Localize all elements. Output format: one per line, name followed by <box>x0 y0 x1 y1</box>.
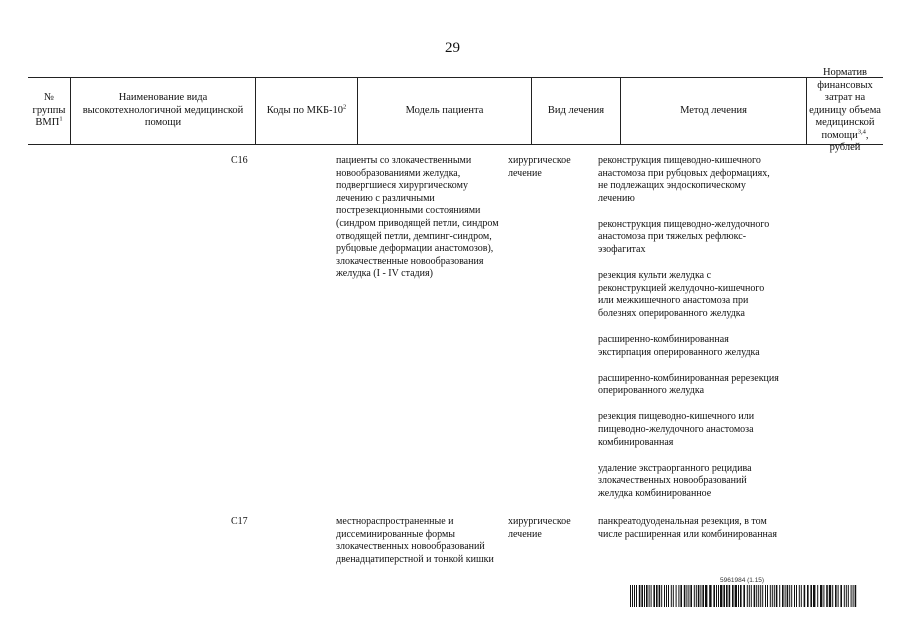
table-header <box>28 67 883 154</box>
barcode-number: 5961984 (1.15) <box>720 577 765 584</box>
header-cost-standard: Норматив финансовых затрат на единицу объема медицинской помощи$^{3,4}$, рублей <box>809 67 881 154</box>
row-1-patient-model: пациенты со злокачественными новообразованиями желудка, подвергшиеся хирургическому лечению с различными пострезекционными состояниями (синдром приводящей петли, синдром отводящей петли, демпинг-синдром, рубцовые деформации анастомозов), злокачественные новообразования желудка (I - IV стадия) <box>336 155 499 280</box>
header-icd-codes: Коды по МКБ-$10^2$ <box>256 78 358 144</box>
row-1-icd-code: C16 <box>231 155 248 166</box>
header-care-type-name: Наименование вида высокотехнологичной медицинской помощи <box>71 78 256 144</box>
row-1-treatment-type: хирургическое лечение <box>508 155 571 179</box>
barcode-image <box>630 585 858 607</box>
method-item: удаление экстраорганного рецидива злокачественных новообразований желудка комбинированное <box>598 462 752 499</box>
method-item: резекция пищеводно-кишечного или пищеводно-желудочного анастомоза комбинированная <box>598 411 755 448</box>
row-2-patient-model: местнораспространенные и диссеминированные формы злокачественных новообразований двенадцатиперстной и тонкой кишки <box>336 516 494 565</box>
row-1-methods <box>598 155 780 514</box>
page-number: 29 <box>445 40 460 56</box>
row-2-icd-code: C17 <box>231 516 248 527</box>
row-2-treatment-type: хирургическое лечение <box>508 516 571 540</box>
method-item: реконструкция пищеводно-кишечного анастомоза при рубцовых деформациях, не подлежащих эндоскопическому лечению <box>598 155 770 204</box>
method-item: расширенно-комбинированная экстирпация оперированного желудка <box>598 334 760 358</box>
method-item: расширенно-комбинированная ререзекция оперированного желудка <box>598 372 779 397</box>
header-treatment-type: Вид лечения <box>532 78 621 144</box>
header-patient-model: Модель пациента <box>358 78 532 144</box>
method-item: реконструкция пищеводно-желудочного анастомоза при тяжелых рефлюкс-эзофагитах <box>598 218 770 256</box>
method-item: панкреатодуоденальная резекция, в том числе расширенная или комбинированная <box>598 516 777 540</box>
header-group-number: № группы ВМП$^1$ <box>28 78 71 144</box>
method-item: резекция культи желудка с реконструкцией желудочно-кишечного или межкишечного анастомоза при болезнях оперированного желудка <box>598 270 765 319</box>
row-2-methods <box>598 516 780 555</box>
header-treatment-method: Метод лечения <box>621 78 807 144</box>
